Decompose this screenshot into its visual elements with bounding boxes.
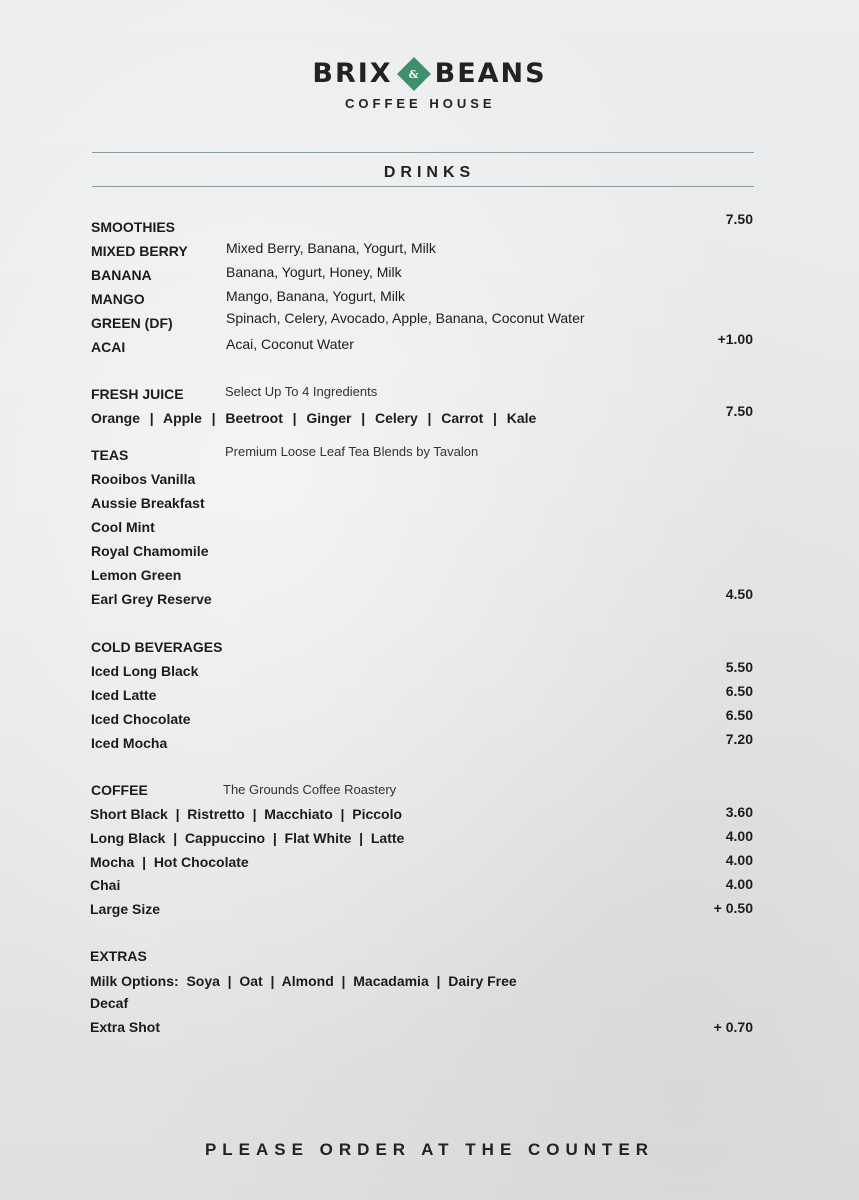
cold-beverages-heading: COLD BEVERAGES xyxy=(91,639,223,655)
cold-beverage-item: Iced Long Black xyxy=(91,663,199,679)
coffee-price: 4.00 xyxy=(725,876,753,892)
brand-subtitle: COFFEE HOUSE xyxy=(345,96,496,111)
coffee-item: Chai xyxy=(90,877,121,893)
acai-surcharge: +1.00 xyxy=(717,331,753,347)
coffee-heading: COFFEE xyxy=(91,782,148,798)
coffee-price: 3.60 xyxy=(725,804,753,820)
cold-beverage-item: Iced Chocolate xyxy=(91,711,191,727)
coffee-price: 4.00 xyxy=(725,828,753,844)
brand-word-beans: BEANS xyxy=(434,58,547,89)
large-size-surcharge: + 0.50 xyxy=(713,900,753,916)
extra-shot-price: + 0.70 xyxy=(713,1019,753,1035)
tea-item: Aussie Breakfast xyxy=(91,495,205,511)
tea-item: Royal Chamomile xyxy=(91,543,209,559)
tea-item: Lemon Green xyxy=(91,567,182,583)
smoothies-price: 7.50 xyxy=(725,211,753,227)
footer-note: PLEASE ORDER AT THE COUNTER xyxy=(204,1140,655,1159)
cold-beverage-price: 5.50 xyxy=(725,659,753,675)
coffee-item: Mocha | Hot Chocolate xyxy=(90,854,249,870)
coffee-note: The Grounds Coffee Roastery xyxy=(223,782,397,797)
extras-item: Extra Shot xyxy=(90,1019,161,1035)
coffee-item: Short Black | Ristretto | Macchiato | Piccolo xyxy=(90,806,403,822)
cold-beverage-item: Iced Mocha xyxy=(91,735,168,751)
cold-beverage-price: 6.50 xyxy=(725,683,753,699)
brand-word-brix: BRIX xyxy=(312,58,393,89)
teas-price: 4.50 xyxy=(725,586,753,602)
cold-beverage-item: Iced Latte xyxy=(91,687,157,703)
smoothie-name: MIXED BERRY xyxy=(91,243,188,259)
tea-item: Earl Grey Reserve xyxy=(91,591,212,607)
tea-item: Cool Mint xyxy=(91,519,155,535)
brand-logo xyxy=(0,58,859,89)
extras-heading: EXTRAS xyxy=(90,948,147,964)
tea-item: Rooibos Vanilla xyxy=(91,471,196,487)
smoothies-heading: SMOOTHIES xyxy=(91,219,176,235)
ampersand-diamond-icon xyxy=(397,57,431,91)
smoothie-name: BANANA xyxy=(91,267,152,283)
cold-beverage-price: 7.20 xyxy=(725,731,753,747)
smoothie-desc: Banana, Yogurt, Honey, Milk xyxy=(226,264,402,280)
smoothie-desc: Spinach, Celery, Avocado, Apple, Banana, Coconut Water xyxy=(226,310,585,326)
fresh-juice-heading: FRESH JUICE xyxy=(91,386,184,402)
fresh-juice-price: 7.50 xyxy=(725,403,753,419)
extras-item: Decaf xyxy=(90,995,129,1011)
smoothie-desc: Mixed Berry, Banana, Yogurt, Milk xyxy=(226,240,436,256)
coffee-item: Long Black | Cappuccino | Flat White | Latte xyxy=(90,830,405,846)
smoothie-name: MANGO xyxy=(91,291,145,307)
smoothie-name: GREEN (DF) xyxy=(91,315,173,331)
top-divider xyxy=(92,152,754,153)
extras-item: Milk Options: Soya | Oat | Almond | Macadamia | Dairy Free xyxy=(90,973,517,989)
fresh-juice-options: Orange | Apple | Beetroot | Ginger | Celery | Carrot | Kale xyxy=(91,410,537,426)
teas-heading: TEAS xyxy=(91,447,129,463)
coffee-price: 4.00 xyxy=(725,852,753,868)
ampersand-glyph: & xyxy=(408,67,419,80)
teas-note: Premium Loose Leaf Tea Blends by Tavalon xyxy=(225,444,479,459)
cold-beverage-price: 6.50 xyxy=(725,707,753,723)
section-title: DRINKS xyxy=(383,164,476,181)
smoothie-desc: Acai, Coconut Water xyxy=(226,336,354,352)
fresh-juice-note: Select Up To 4 Ingredients xyxy=(225,384,378,399)
bottom-divider xyxy=(92,186,754,187)
smoothie-desc: Mango, Banana, Yogurt, Milk xyxy=(226,288,406,304)
coffee-item: Large Size xyxy=(90,901,161,917)
smoothie-name: ACAI xyxy=(91,339,126,355)
